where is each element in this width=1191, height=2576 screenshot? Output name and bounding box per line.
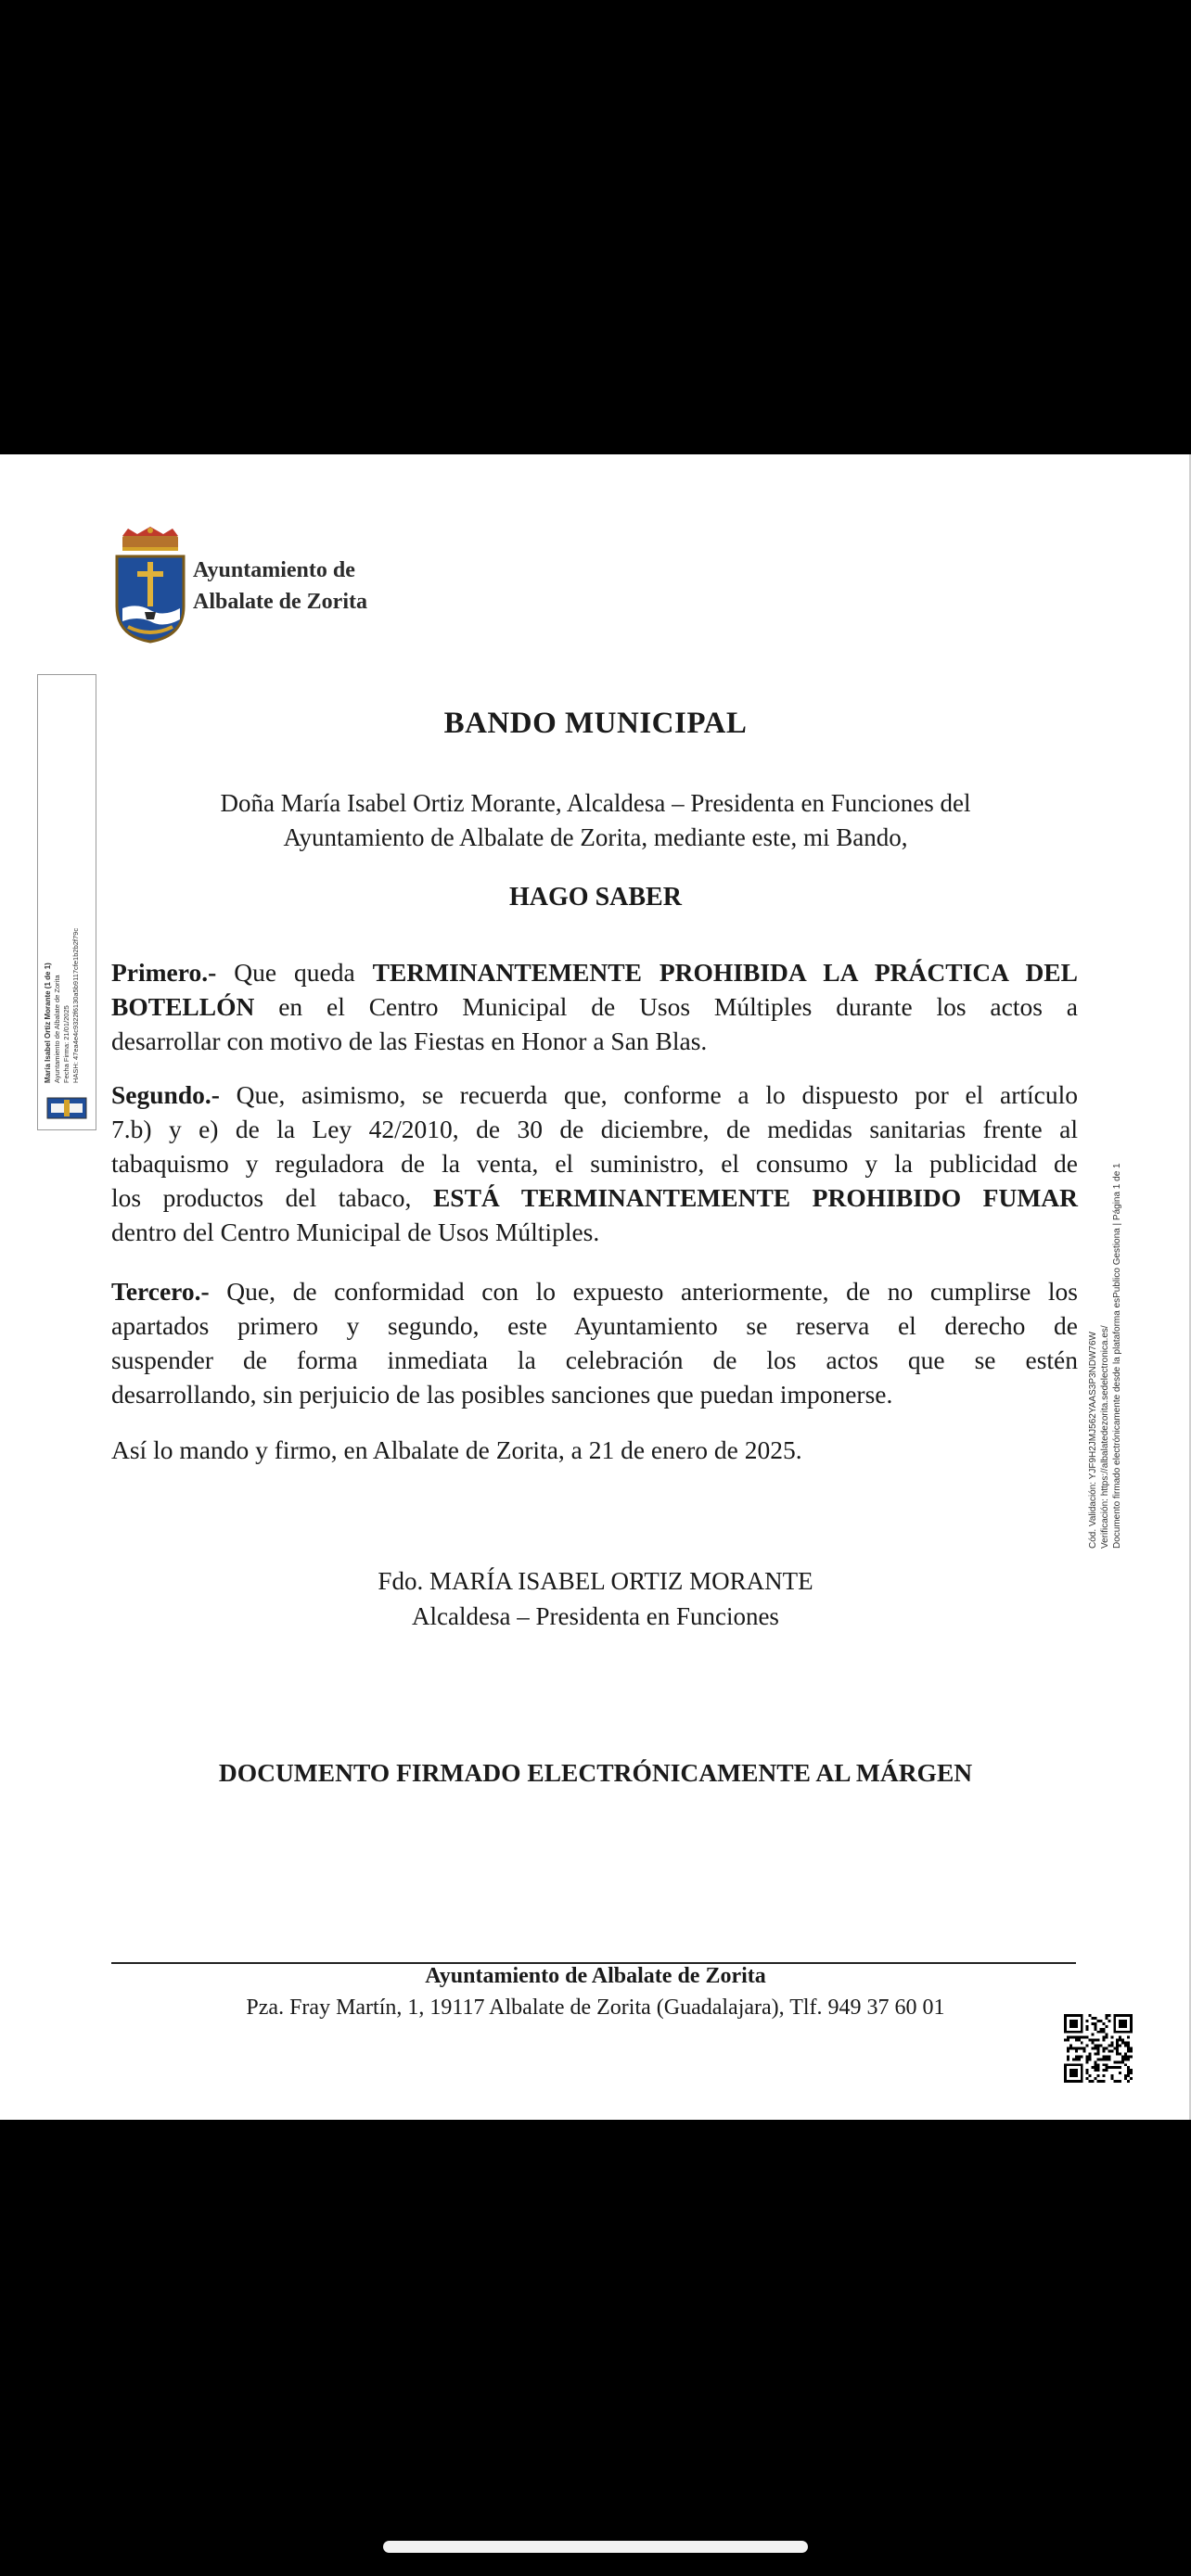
municipal-coat-of-arms-icon [109,527,191,647]
document-page [0,454,1191,2120]
primero-bold-2: BOTELLÓN [111,992,255,1021]
footer-address: Pza. Fray Martín, 1, 19117 Albalate de Zorita (Guadalajara), Tlf. 949 37 60 01 [246,1996,945,2020]
intro-line-2: Ayuntamiento de Albalate de Zorita, mediante este, mi Bando, [283,823,908,851]
primero-text-2: en el Centro Municipal de Usos Múltiples durante los actos a [254,992,1078,1021]
segundo-line-4 [111,1180,1078,1215]
stamp-signer: María Isabel Ortiz Morante (1 de 1) [44,963,52,1083]
primero-bold-1: TERMINANTEMENTE PROHIBIDA LA PRÁCTICA DEL [372,958,1078,987]
primero-line-2 [111,989,1078,1024]
hago-saber-heading: HAGO SABER [509,883,682,912]
electronic-signature-note: DOCUMENTO FIRMADO ELECTRÓNICAMENTE AL MÁRGEN [218,1758,973,1787]
signature-name: Fdo. MARÍA ISABEL ORTIZ MORANTE [378,1567,813,1595]
tercero-line-4: desarrollando, sin perjuicio de las posibles sanciones que puedan imponerse. [111,1380,893,1409]
primero-line-3: desarrollar con motivo de las Fiestas en Honor a San Blas. [111,1027,708,1055]
verification-code: Cód. Validación: YJF9H2JMJ562YAAS3P3NDW76W [1088,1332,1098,1549]
stamp-date: Fecha Firma: 21/01/2025 [62,1005,70,1083]
intro-paragraph [111,786,1080,855]
segundo-line-5: dentro del Centro Municipal de Usos Múltiples. [111,1218,600,1246]
paragraph-segundo [111,1078,1078,1249]
org-name-line-1: Ayuntamiento de [193,558,355,582]
intro-line-1: Doña María Isabel Ortiz Morante, Alcaldesa – Presidenta en Funciones del [220,789,971,817]
segundo-line-3: tabaquismo y reguladora de la venta, el suministro, el consumo y la publicidad de [111,1149,1078,1178]
stamp-entity: Ayuntamiento de Albalate de Zorita [53,975,61,1083]
document-title: BANDO MUNICIPAL [443,707,748,740]
tercero-line-1 [111,1274,1078,1308]
signature-block [0,1563,1191,1634]
paragraph-tercero [111,1274,1078,1411]
tercero-text-1: Que, de conformidad con lo expuesto anteriormente, de no cumplirse los [209,1277,1078,1306]
tercero-line-2: apartados primero y segundo, este Ayuntamiento se reserva el derecho de [111,1311,1078,1340]
segundo-bold-4: ESTÁ TERMINANTEMENTE PROHIBIDO FUMAR [432,1183,1078,1212]
stamp-hash: HASH: 47ea4e4c9322f6130a5b9117cfe1b2b2f79c [71,927,80,1083]
verification-url: Verificación: https://albalatedezorita.sedelectronica.es/ [1100,1325,1110,1549]
paragraph-primero [111,955,1078,1058]
tercero-line-3: suspender de forma inmediata la celebración de los actos que se estén [111,1345,1078,1374]
home-indicator[interactable] [383,2541,808,2553]
footer-organization: Ayuntamiento de Albalate de Zorita [425,1964,766,1988]
org-name-line-2: Albalate de Zorita [193,590,367,614]
tercero-label: Tercero.- [111,1277,210,1306]
organization-name [193,555,367,618]
verification-text [1087,1048,1128,1549]
seal-icon [45,1094,88,1122]
primero-label: Primero.- [111,958,217,987]
verification-platform: Documento firmado electrónicamente desde la plataforma esPublico Gestiona | Página 1 de 1 [1112,1163,1122,1549]
segundo-line-2: 7.b) y e) de la Ley 42/2010, de 30 de diciembre, de medidas sanitarias frente al [111,1115,1078,1143]
qr-code-icon[interactable] [1064,2014,1133,2083]
primero-line-1 [111,955,1078,989]
segundo-text-4: los productos del tabaco, [111,1183,433,1212]
segundo-label: Segundo.- [111,1080,220,1109]
primero-text-1: Que queda [216,958,373,987]
segundo-text-1: Que, asimismo, se recuerda que, conforme a lo dispuesto por el artículo [219,1080,1078,1109]
closing-statement: Así lo mando y firmo, en Albalate de Zorita, a 21 de enero de 2025. [111,1435,802,1464]
signature-role: Alcaldesa – Presidenta en Funciones [412,1602,779,1630]
segundo-line-1 [111,1078,1078,1112]
